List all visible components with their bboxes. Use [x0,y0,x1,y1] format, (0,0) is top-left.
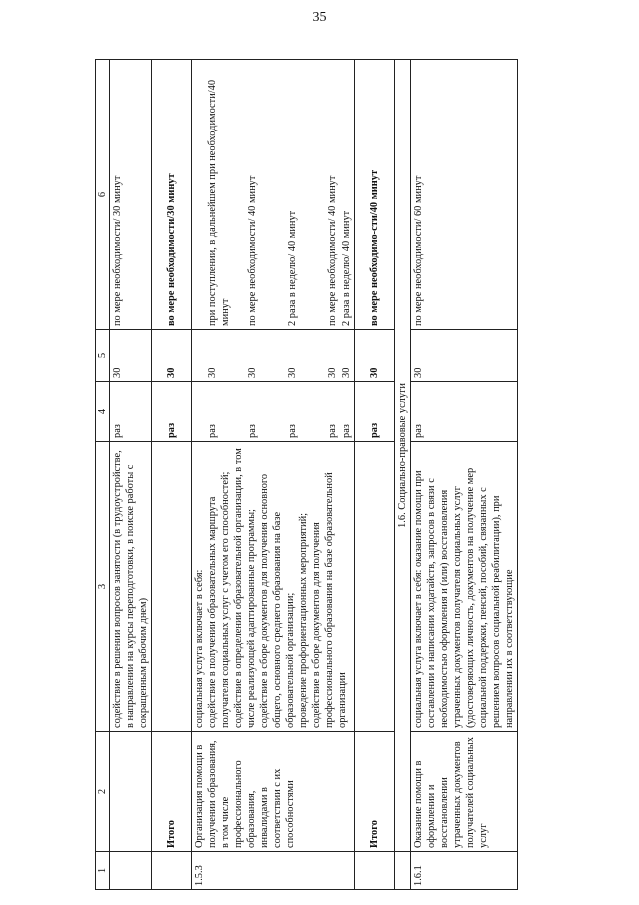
section-heading: 1.6. Социально-правовые услуги [395,60,411,852]
description-line: содействие в сборе документов для получения профессионального образования на базе образовательной организации [311,472,349,728]
count-line: 30 [287,367,299,378]
row-number: 1.5.3 [192,852,355,890]
total-row [355,60,395,890]
frequency-line: по мере необходимости/ 40 минут [327,175,339,326]
unit-line: раз [341,424,353,438]
total-frequency: во мере необходимо-сти/40 минут [355,60,395,330]
section-row [395,60,411,890]
count-line: 30 [207,367,219,378]
unit-line: раз [247,424,259,438]
cell-count: 30 [110,330,152,382]
cell-empty [152,442,192,732]
cell-empty [110,852,152,890]
cell-unit: раз [411,382,518,442]
cell-frequency: по мере необходимости/ 30 минут [110,60,152,330]
cell-empty [110,732,152,852]
cell-empty [355,852,395,890]
cell-count-list [192,330,355,382]
cell-description: социальная услуга включает в себя: оказание помощи при составлении и написании ходатайств, запросов в связи с необходимостью оформления и (или) восстановления утраченных документов получателя социальных услуг (удостоверяющих личность, документов на получение мер социальной поддержки, пенсий, пособий, связанных с решением вопросов социальной реабилитации), при направлении их в соответствующие [411,442,518,732]
frequency-line: при поступлении, в дальнейшем при необходимости/40 минут [207,79,232,326]
table-row [110,60,152,890]
frequency-line: 2 раза в неделю/ 40 минут [287,210,299,326]
total-count: 30 [355,330,395,382]
page-number: 35 [312,10,327,25]
description-line: проведение профориентационных мероприятий; [298,512,310,728]
total-label: Итого [152,732,192,852]
row-number: 1.6.1 [411,852,518,890]
cell-count: 30 [411,330,518,382]
cell-empty [152,852,192,890]
unit-line: раз [207,424,219,438]
cell-unit: раз [110,382,152,442]
header-col-1: 1 [96,852,110,890]
total-unit: раз [152,382,192,442]
cell-frequency: по мере необходимости/ 60 минут [411,60,518,330]
table-row [192,60,355,890]
unit-line: раз [287,424,299,438]
description-line: содействие в определении образовательной организации, в том числе реализующей адаптированные программы; [233,448,258,728]
header-col-3: 3 [96,442,110,732]
cell-unit-list [192,382,355,442]
cell-empty [355,442,395,732]
description-line: социальная услуга включает в себя: [194,569,206,728]
header-col-2: 2 [96,732,110,852]
total-count: 30 [152,330,192,382]
cell-empty [395,852,411,890]
count-line: 30 [327,367,339,378]
description-line: содействие в получении образовательных маршрута получателя социальных услуг с учетом его способностей; [207,471,232,728]
total-row [152,60,192,890]
frequency-line: по мере необходимости/ 40 минут [247,175,259,326]
header-col-6: 6 [96,60,110,330]
cell-description-list [192,442,355,732]
cell-description: содействие в решении вопросов занятости (в трудоустройстве, в направлении на курсы переподготовки, в поиске работы с сокращенным рабочим днем) [110,442,152,732]
services-table [95,59,518,890]
count-line: 30 [247,367,259,378]
unit-line: раз [327,424,339,438]
frequency-line: 2 раза в неделю/ 40 минут [341,210,353,326]
total-label: Итого [355,732,395,852]
cell-frequency-list [192,60,355,330]
total-frequency: во мере необходимости/30 минут [152,60,192,330]
total-unit: раз [355,382,395,442]
header-row [96,60,110,890]
header-col-4: 4 [96,382,110,442]
header-col-5: 5 [96,330,110,382]
rotated-table-page [95,60,617,890]
count-line: 30 [341,367,353,378]
table-row [411,60,518,890]
description-line: содействие в сборе документов для получения основного общего, основного среднего образования на базе образовательной организации; [259,473,297,728]
service-name: Оказание помощи в оформлении и восстановлении утраченных документов получателей социальных услуг [411,732,518,852]
service-name: Организация помощи в получении образования, в том числе профессионального образования, инвалидами в соответствии с их способностями [192,732,355,852]
